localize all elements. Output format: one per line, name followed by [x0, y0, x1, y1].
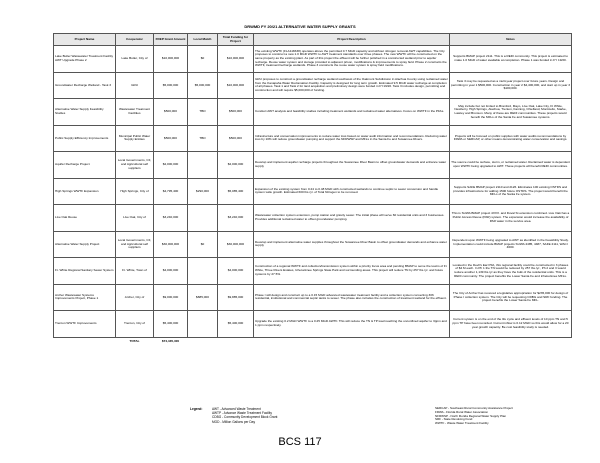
- total-funding-cell: $30,000,000: [218, 231, 254, 258]
- cooperator-cell: Trenton, City of: [116, 311, 154, 338]
- cooperator-cell: Ft. White, Town of: [116, 258, 154, 285]
- grant-amount-cell: $10,000,000: [154, 46, 188, 73]
- notes-cell: The source could be surface, storm, or reclaimed water. Reclaimed water is dependent upon WWTF being upgraded to AWT. These projects will benefit REDI communities.: [450, 152, 572, 179]
- notes-cell: Projects will be focused on public supplies with water audits recommendations by FRWA or SERCAP, or other means demonstrating water conservation and savings.: [450, 125, 572, 152]
- local-match-cell: [188, 258, 218, 285]
- header-total-funding: Total Funding for Project: [218, 34, 254, 46]
- grant-amount-cell: $9,000,000: [154, 284, 188, 311]
- legend-item: MGD - Million Gallons per Day: [212, 419, 256, 424]
- project-name-cell: Lake Butler Wastewater Treatment Facility AWT Upgrade Phase 2: [54, 46, 116, 73]
- acronym-item: NFRWSP - North Florida Regional Water Supply Plan: [435, 413, 507, 418]
- table-row: [54, 178, 572, 205]
- notes-cell: Current system is on the end of the life cycle and effluent levels of 10 ppm TN and 5 ppm TP have been recorded. Current inflow is 0.12 MGD so this would allow for a 20 year growth capacity. Be cost feasibility study is needed.: [450, 311, 572, 338]
- total-row: [54, 337, 572, 346]
- page-footer-label: BCS 117: [278, 436, 322, 448]
- description-cell: Develop and implement aquifer recharge projects throughout the Suwannee River Basin to offset groundwater demands and enhance water supply: [254, 152, 450, 179]
- grant-amount-cell: $4,000,000: [154, 258, 188, 285]
- legend-item: AWTP - Advance Waste Treatment Facility: [212, 411, 272, 416]
- local-match-cell: $0: [188, 46, 218, 73]
- grant-amount-cell: $500,000: [154, 125, 188, 152]
- local-match-cell: [188, 311, 218, 338]
- notes-cell: This is SUWA BMAP project 4XXX. and Duval St extension combined. Live Oak has a Public Access Reuse (PAR) system. The expansion would increase the availability of PAR water in the service area.: [450, 205, 572, 232]
- project-name-cell: Trenton WWTF Improvements: [54, 311, 116, 338]
- project-name-cell: Ft. White Regional Sanitary Sewer System: [54, 258, 116, 285]
- table-row: [54, 46, 572, 73]
- cooperator-cell: GRU: [116, 72, 154, 99]
- grant-amount-cell: $2,000,000: [154, 152, 188, 179]
- table-row: [54, 311, 572, 338]
- legend-item: CDBG - Community Development Block Grant: [212, 415, 278, 420]
- acronym-item: SRF - State Revolving Fund: [435, 417, 473, 422]
- local-match-cell: [188, 205, 218, 232]
- local-match-cell: $290,000: [188, 178, 218, 205]
- description-cell: Infrastructure and conservation improvements to reduce water loss based on water audit information and recommendations. Reducing water loss by 10% will reduce groundwater pumping and support the NFRWSP and MFLs in the Santa Fe and Suwannee Rivers.: [254, 125, 450, 152]
- description-cell: Phase I will design and construct up to a 0.15 MGD advanced wastewater treatment facility and a collection system converting 306 residential, institutional and commercial septic tanks to sewer. The phase also includes the construction of treatment wetland for the effluent.: [254, 284, 450, 311]
- notes-cell: Dependent upon WWTF being upgraded to AWT as identified in the Feasibility Study. Implementation could include BMAP projects SUWA 4485, 4487, SAFE 2111, WACI 4600.: [450, 231, 572, 258]
- grant-amount-cell: $3,240,000: [154, 205, 188, 232]
- description-cell: Upgrade the existing 0.2 MGD WWTF to a 0.25 MGD AWTF. This will reduce the TN & TP load reaching the unconfined aquifer to 3ppm and 1 ppm respectively.: [254, 311, 450, 338]
- project-name-cell: Alternative Water Supply Feasibility Studies: [54, 99, 116, 126]
- cooperator-cell: High Springs, City of: [116, 178, 154, 205]
- total-funding-cell: $5,400,000: [218, 311, 254, 338]
- total-funding-cell: $2,000,000: [218, 152, 254, 179]
- local-match-cell: $0: [188, 231, 218, 258]
- total-amount: $74,435,400: [161, 338, 180, 343]
- cooperator-cell: Lake Butler, City of: [116, 46, 154, 73]
- local-match-cell: TBD: [188, 99, 218, 126]
- total-funding-cell: $500,000: [218, 99, 254, 126]
- table-row: [54, 72, 572, 99]
- local-match-cell: $885,000: [188, 284, 218, 311]
- table-row: [54, 99, 572, 126]
- notes-cell: The City of Archer has received a legislative appropriation for $235,000 for design of Phase I collection system. The City will be requesting CDBG and SRF funding. The project benefits the Lower Santa Fe MFL.: [450, 284, 572, 311]
- notes-cell: Supports SAFE BMAP project 2110 and 2126. Eliminates 100 existing OSTDS and provides infrastructure for adding 1500 future OSTDS. The project would benefit the MFLs of the Santa Fe system.: [450, 178, 572, 205]
- project-name-cell: Groundwater Recharge Wetland - Task 3: [54, 72, 116, 99]
- legend-title: Legend:: [190, 407, 203, 411]
- cooperator-cell: Municipal Public Water Supply Entities: [116, 125, 154, 152]
- acronym-list: [435, 407, 565, 426]
- total-funding-cell: $10,000,000: [218, 46, 254, 73]
- description-cell: Construction of a regional WWTF and collection/transmission system within a priority focus area and pending BMAP to serve the towns of Ft White, Three Rivers Estates, Ichetucknee Springs State Park and surrounding areas. This project will reduce TN by 257 lbs./yr. and future systems by 27.5%.: [254, 258, 450, 285]
- description-cell: Wastewater collection system extension, pump station and gravity sewer. The initial phase will serve 60 residential units and 3 businesses. Provides additional reclaimed water to offset groundwater pumping.: [254, 205, 450, 232]
- grant-amount-cell: $4,795,400: [154, 178, 188, 205]
- description-cell: GRU proposes to construct a groundwater recharge wetland southwest of the Oakmont Subdivision in Alachua County using reclaimed water from the Kanapaha Water Reclamation Facility. Capacity is designed for long term growth. Estimated 9.5 MGD water recharge at completion of all phases. Task 1 and Task 2 for land acquisition and preliminary design were funded in FY19/20. Task 3 includes design, permitting and construction and will require $5,000,000 of funding.: [254, 72, 450, 99]
- table-row: [54, 205, 572, 232]
- project-name-cell: Archer Wastewater Systems Improvements Project, Phase 1: [54, 284, 116, 311]
- table-row: [54, 125, 572, 152]
- project-name-cell: Public Supply Efficiency Improvements: [54, 125, 116, 152]
- total-funding-cell: $9,885,000: [218, 284, 254, 311]
- acronym-item: WWTF - Waste Water Treatment Facility: [435, 421, 489, 426]
- local-match-cell: TBD: [188, 125, 218, 152]
- grants-table: [53, 33, 572, 346]
- header-description: Project Description: [254, 34, 450, 46]
- total-funding-cell: $10,000,000: [218, 72, 254, 99]
- description-cell: Develop and implement alternative water supplies throughout the Suwannee River Basin to offset groundwater demands and enhance water supply: [254, 231, 450, 258]
- total-funding-cell: $3,240,000: [218, 205, 254, 232]
- local-match-cell: $5,000,000: [188, 72, 218, 99]
- header-fdep-grant: FDEP Grant Amount: [154, 34, 188, 46]
- description-cell: Conduct AWT analysis and feasibility studies including treatment wetlands and reclaimed water alternatives. Focus on WWTF in the PFAs.: [254, 99, 450, 126]
- project-name-cell: High Springs WWTF Expansion: [54, 178, 116, 205]
- total-label: TOTAL: [129, 338, 140, 343]
- cooperator-cell: Wastewater Treatment Facilities: [116, 99, 154, 126]
- legend-item: AWT - Advanced Waste Treatment: [212, 407, 261, 411]
- document-title: DRWMD FY 20/21 ALTERNATIVE WATER SUPPLY GRANTS: [244, 24, 356, 29]
- table-row: [54, 258, 572, 285]
- header-cooperator: Cooperator: [116, 34, 154, 46]
- project-name-cell: Alternative Water Supply Project: [54, 231, 116, 258]
- notes-cell: Supports BMAP project 2111. This is a REDI community. This project is estimated to make 1.0 MGD of water available at completion. Phase 1 was funded in FY 19/20.: [450, 46, 572, 73]
- header-project-name: Project Name: [54, 34, 116, 46]
- project-name-cell: Aquifer Recharge Project: [54, 152, 116, 179]
- total-funding-cell: $4,000,000: [218, 258, 254, 285]
- total-funding-cell: $5,085,400: [218, 178, 254, 205]
- notes-cell: Task 3 may be requested as a multi-year project over future years. Design and permitting in year 1 $500,000. Construction in year 2 $4,400,000, and start up in year 3 $100,000.: [450, 72, 572, 99]
- header-local-match: Local Match: [188, 34, 218, 46]
- project-name-cell: Live Oak Reuse: [54, 205, 116, 232]
- cooperator-cell: Archer, City of: [116, 284, 154, 311]
- total-funding-cell: $500,000: [218, 125, 254, 152]
- notes-cell: Located in the Devil's Ear PFA, this regional facility could be constructed in 3 phases of $4 M each. In Ph 1 the TN would be reduced by 257 lbs./yr., Ph 2 and 3 would reduce another 1,139 lbs./yr as they have the bulk of the residential units. This is a REDI community. The project benefits the Lower Santa Fe and Ichetucknee MFLs.: [450, 258, 572, 285]
- header-notes: Notes: [450, 34, 572, 46]
- table-row: [54, 284, 572, 311]
- cooperator-cell: Live Oak, City of: [116, 205, 154, 232]
- grant-amount-cell: $500,000: [154, 99, 188, 126]
- grant-amount-cell: $5,400,000: [154, 311, 188, 338]
- description-cell: The existing WWTF (FLA118338) operates above the permitted 0.7 MGD capacity and without nitrogen removal AWT capabilities. The City proposes to construct a new 1.0 MGD WWTF to AWT treatment standards over three phases. The new WWTF will be constructed on the same property as the existing plant. As part of this project the effluent will be further polished in a constructed wetland prior to aquifer recharge. Reuse water system and storage provided to adjacent prison, modifications & improvements to spray field. Phase 2 constructs the WWTF, treatment/recharge wetlands. Phase 3 constructs the reuse water system & spray field modifications.: [254, 46, 450, 73]
- table-row: [54, 231, 572, 258]
- grant-amount-cell: $5,000,000: [154, 72, 188, 99]
- cooperator-cell: Local Governments, CII, and Agricultural self suppliers: [116, 231, 154, 258]
- table-row: [54, 152, 572, 179]
- description-cell: Expansion of the existing system from 0.24 to 0.48 MGD with constructed wetlands to continue septic to sewer conversion and handle system wide growth. Estimated 600 lbs./yr. of Total Nitrogen to be removed.: [254, 178, 450, 205]
- local-match-cell: [188, 152, 218, 179]
- cooperator-cell: Local Governments, CII, and Agricultural self suppliers: [116, 152, 154, 179]
- notes-cell: May include but not limited to Branford, Mayo, Live Oak, Lake City, Ft White, Newberry, High Springs, Alachua, Trenton, Fanning, Chiefland, Monticello, Starke, Lawtey and Bronson. Many of these are REDI communities. These projects would benefit the MFLs of the Santa Fe and Suwannee systems.: [450, 99, 572, 126]
- grant-amount-cell: $30,000,000: [154, 231, 188, 258]
- table-header-row: [54, 34, 572, 46]
- acronym-item: FRWA - Florida Rural Water Association: [435, 409, 489, 414]
- acronym-item: SERCAP - Southeast Rural Community Assistance Project: [435, 406, 513, 410]
